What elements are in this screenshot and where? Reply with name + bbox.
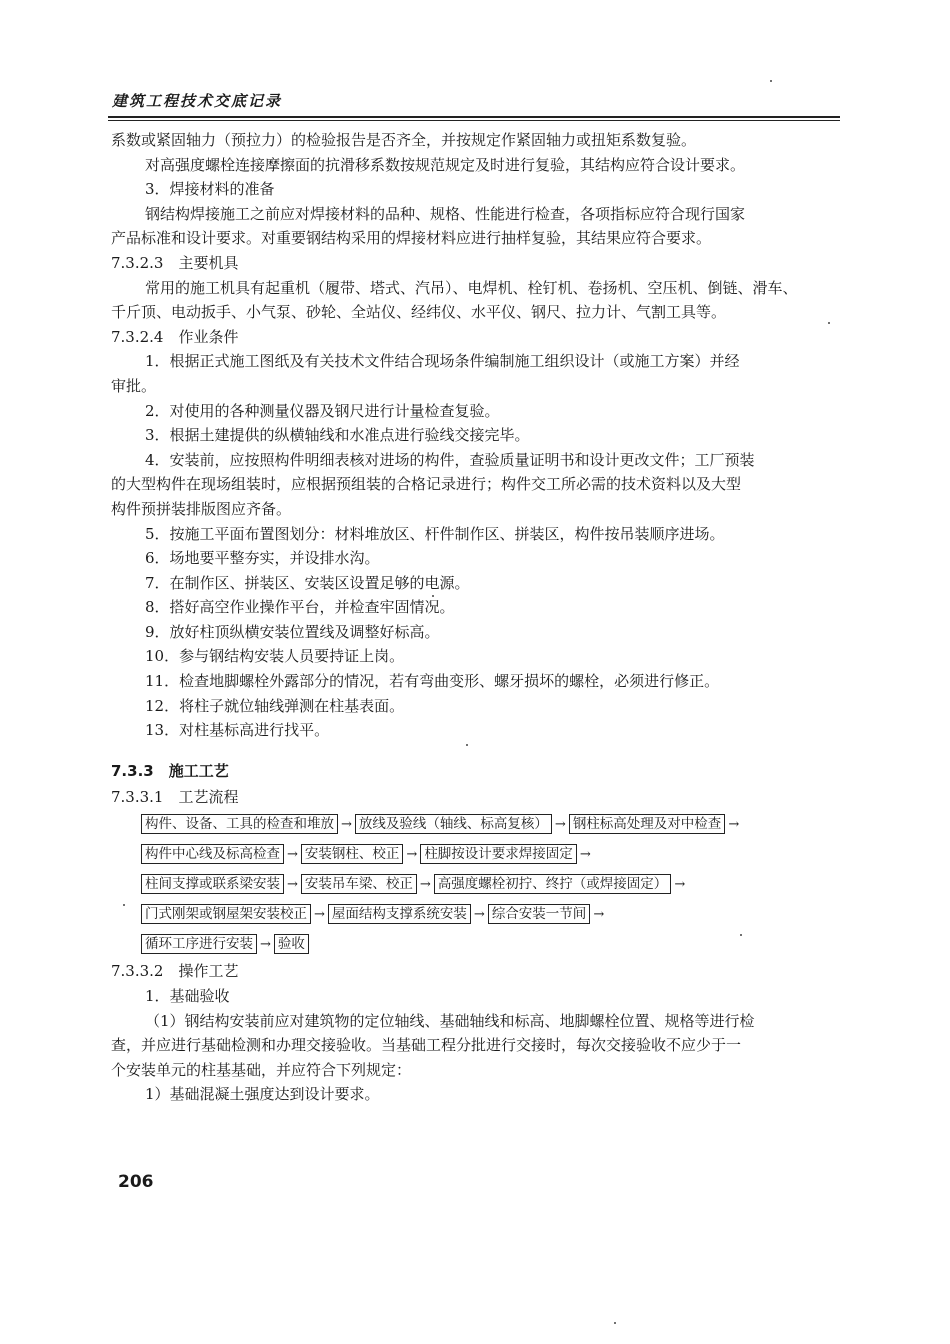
flow-step: 安装钢柱、校正 xyxy=(301,844,404,864)
flow-step: 构件、设备、工具的检查和堆放 xyxy=(141,814,338,834)
flow-arrow-icon: → xyxy=(287,876,298,892)
section-heading: 7.3.2.3 主要机具 xyxy=(111,253,239,272)
flow-arrow-icon: → xyxy=(674,876,686,892)
list-item: 12．将柱子就位轴线弹测在柱基表面。 xyxy=(145,696,405,715)
flow-step: 安装吊车梁、校正 xyxy=(301,874,417,894)
paragraph-line: 对高强度螺栓连接摩擦面的抗滑移系数按规范规定及时进行复验，其结构应符合设计要求。 xyxy=(145,155,746,174)
flow-step: 高强度螺栓初拧、终拧（或焊接固定） xyxy=(434,874,672,894)
flow-step: 柱脚按设计要求焊接固定 xyxy=(420,844,577,864)
paragraph-line: 产品标准和设计要求。对重要钢结构采用的焊接材料应进行抽样复验，其结果应符合要求。 xyxy=(111,229,712,248)
list-item: 3．根据土建提供的纵横轴线和水准点进行验线交接完毕。 xyxy=(145,426,530,445)
item-heading: 3．焊接材料的准备 xyxy=(145,180,275,199)
list-item: 11．检查地脚螺栓外露部分的情况，若有弯曲变形、螺牙损坏的螺栓，必须进行修正。 xyxy=(145,672,720,691)
scan-speck xyxy=(740,934,742,936)
paragraph-line: 钢结构焊接施工之前应对焊接材料的品种、规格、性能进行检查，各项指标应符合现行国家 xyxy=(145,204,746,223)
list-item: 13．对柱基标高进行找平。 xyxy=(145,721,330,740)
flow-arrow-icon: → xyxy=(554,816,566,832)
flow-arrow-icon: → xyxy=(287,846,298,862)
paragraph-line: （1）钢结构安装前应对建筑物的定位轴线、基础轴线和标高、地脚螺栓位置、规格等进行检 xyxy=(145,1011,755,1030)
item-heading: 1．基础验收 xyxy=(145,987,230,1006)
paragraph-line: 系数或紧固轴力（预拉力）的检验报告是否齐全，并按规定作紧固轴力或扭矩系数复验。 xyxy=(111,131,697,149)
list-item: 7．在制作区、拼装区、安装区设置足够的电源。 xyxy=(145,573,470,592)
list-item-continued: 审批。 xyxy=(111,376,157,395)
paragraph-line: 千斤顶、电动扳手、小气泵、砂轮、全站仪、经纬仪、水平仪、钢尺、拉力计、气割工具等。 xyxy=(111,303,727,322)
scan-speck xyxy=(466,744,468,746)
list-item-continued: 构件预拼装排版图应齐备。 xyxy=(111,499,292,518)
paragraph-line: 常用的施工机具有起重机（履带、塔式、汽吊）、电焊机、栓钉机、卷扬机、空压机、倒链、滑车、 xyxy=(145,278,798,297)
scan-speck xyxy=(770,80,772,82)
list-item: 1．根据正式施工图纸及有关技术文件结合现场条件编制施工组织设计（或施工方案）并经 xyxy=(145,352,740,371)
header-rule-thick xyxy=(108,116,840,118)
flow-arrow-icon: → xyxy=(579,846,591,862)
flow-step: 放线及验线（轴线、标高复核） xyxy=(355,814,552,834)
list-item: 2．对使用的各种测量仪器及钢尺进行计量检查复验。 xyxy=(145,401,500,420)
header-rule-thin xyxy=(108,120,840,121)
flow-step: 柱间支撑或联系梁安装 xyxy=(141,874,284,894)
paragraph-line: 查，并应进行基础检测和办理交接验收。当基础工程分批进行交接时，每次交接验收不应少于一 xyxy=(111,1036,742,1055)
list-item: 4．安装前，应按照构件明细表核对进场的构件，查验质量证明书和设计更改文件；工厂预装 xyxy=(145,450,755,469)
flow-step: 构件中心线及标高检查 xyxy=(141,844,284,864)
flow-step: 钢柱标高处理及对中检查 xyxy=(569,814,726,834)
flow-arrow-icon: → xyxy=(406,846,418,862)
list-item: 6．场地要平整夯实，并设排水沟。 xyxy=(145,549,380,568)
flow-arrow-icon: → xyxy=(728,816,740,832)
flow-row-3 xyxy=(111,869,841,899)
list-item: 5．按施工平面布置图划分：材料堆放区、杆件制作区、拼装区，构件按吊装顺序进场。 xyxy=(145,524,725,543)
flow-step: 循环工序进行安装 xyxy=(141,934,257,954)
flow-step: 门式刚架或钢屋架安装校正 xyxy=(141,904,311,924)
scan-speck xyxy=(614,1322,616,1324)
subsection-heading-7332: 7.3.3.2 操作工艺 xyxy=(111,962,239,981)
list-item: 9．放好柱顶纵横安装位置线及调整好标高。 xyxy=(145,622,440,641)
flow-row-2 xyxy=(111,839,841,869)
list-item-continued: 的大型构件在现场组装时，应根据预组装的合格记录进行；构件交工所必需的技术资料以及大型 xyxy=(111,475,742,494)
flow-arrow-icon: → xyxy=(593,906,605,922)
scan-speck xyxy=(828,322,830,324)
flow-row-1 xyxy=(111,809,841,839)
flow-row-4 xyxy=(111,899,841,929)
flow-step: 综合安装一节间 xyxy=(488,904,591,924)
list-item: 1）基础混凝土强度达到设计要求。 xyxy=(145,1085,380,1104)
subsection-heading-7331: 7.3.3.1 工艺流程 xyxy=(111,787,239,806)
flow-step: 屋面结构支撑系统安装 xyxy=(328,904,471,924)
flow-arrow-icon: → xyxy=(419,876,431,892)
scan-speck xyxy=(432,595,434,597)
paragraph-line: 个安装单元的柱基基础，并应符合下列规定： xyxy=(111,1060,412,1079)
flow-arrow-icon: → xyxy=(314,906,325,922)
page-body xyxy=(111,128,841,1107)
flow-arrow-icon: → xyxy=(341,816,352,832)
flow-arrow-icon: → xyxy=(473,906,485,922)
flow-step: 验收 xyxy=(274,934,309,954)
flow-row-5 xyxy=(111,929,841,959)
section-heading-733: 7.3.3 施工工艺 xyxy=(111,761,229,780)
scan-speck xyxy=(123,904,125,906)
list-item: 8．搭好高空作业操作平台，并检查牢固情况。 xyxy=(145,598,455,617)
page-number: 206 xyxy=(118,1172,154,1192)
running-header: 建筑工程技术交底记录 xyxy=(112,92,283,110)
section-heading: 7.3.2.4 作业条件 xyxy=(111,327,239,346)
list-item: 10．参与钢结构安装人员要持证上岗。 xyxy=(145,647,405,666)
flow-arrow-icon: → xyxy=(260,936,271,952)
